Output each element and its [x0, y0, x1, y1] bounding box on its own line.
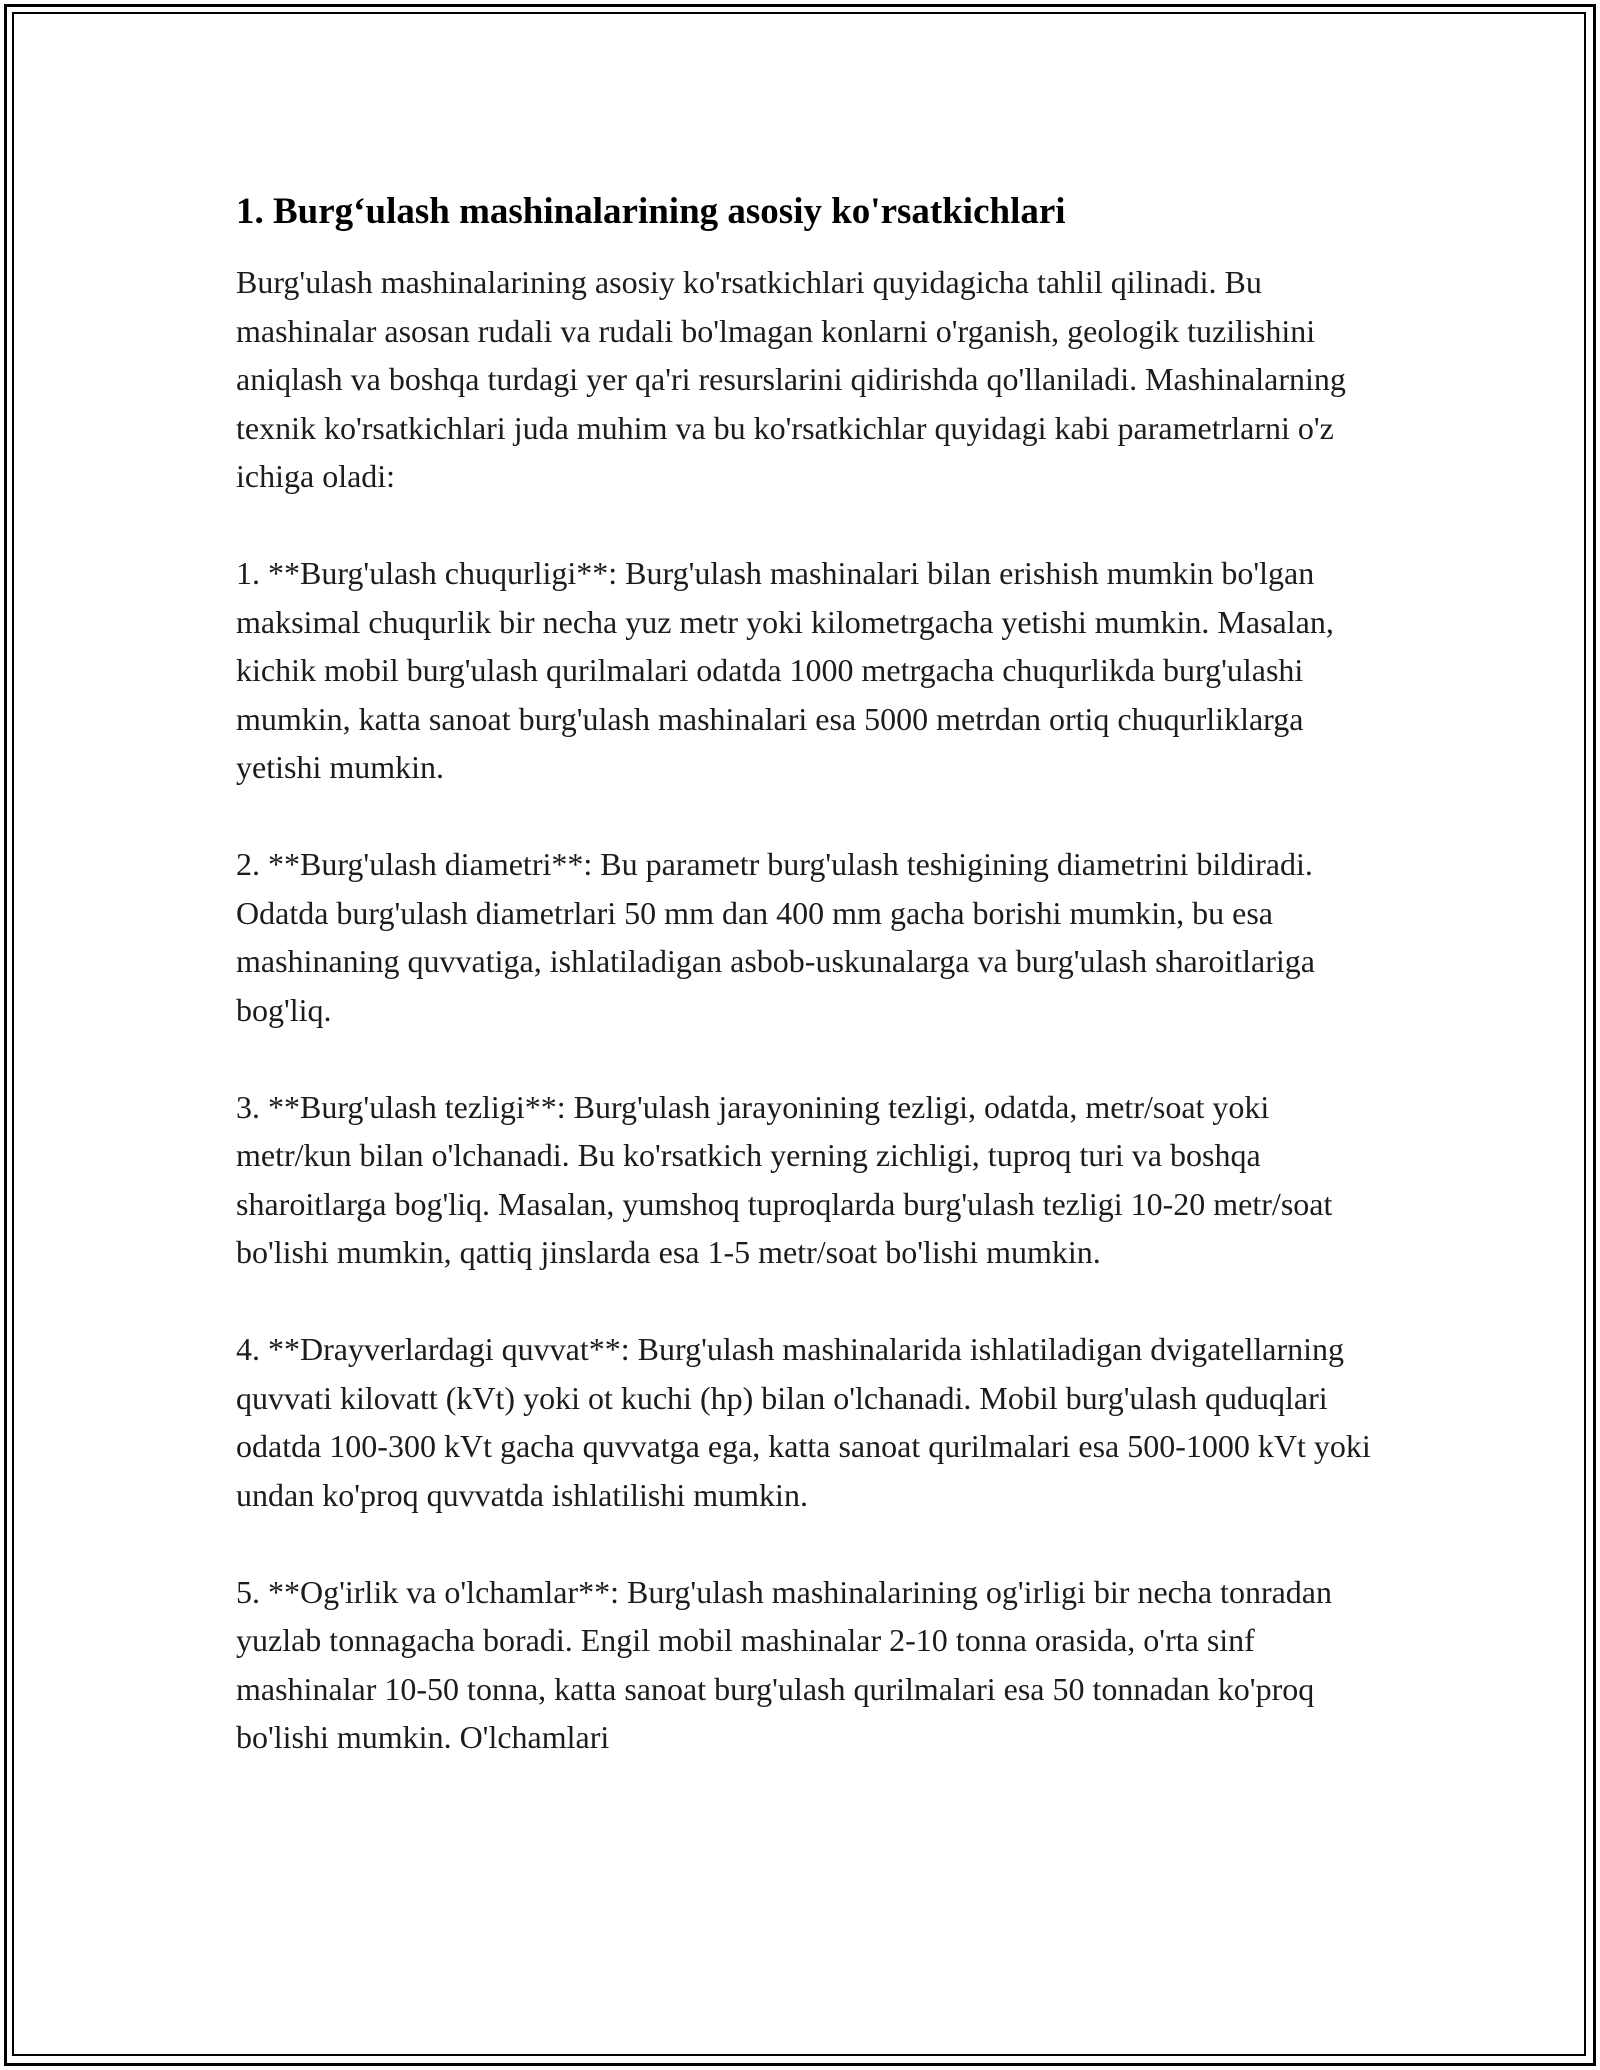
intro-paragraph: Burg'ulash mashinalarining asosiy ko'rsatkichlari quyidagicha tahlil qilinadi. Bu mashinalar asosan rudali va rudali bo'lmagan konlarni o'rganish, geologik tuzilishini aniqlash va boshqa turdagi yer qa'ri resurslarini qidirishda qo'llaniladi. Mashinalarning texnik ko'rsatkichlari juda muhim va bu ko'rsatkichlar quyidagi kabi parametrlarni o'z ichiga oladi:	[236, 264, 1346, 494]
list-item-drilling-diameter: 2. **Burg'ulash diametri**: Bu parametr burg'ulash teshigining diametrini bildiradi. Odatda burg'ulash diametrlari 50 mm dan 400 mm gacha borishi mumkin, bu esa mashinaning quvvatiga, ishlatiladigan asbob-uskunalarga va burg'ulash sharoitlariga bog'liq.	[236, 846, 1315, 1028]
list-item-drilling-speed: 3. **Burg'ulash tezligi**: Burg'ulash jarayonining tezligi, odatda, metr/soat yoki metr/kun bilan o'lchanadi. Bu ko'rsatkich yerning zichligi, tuproq turi va boshqa sharoitlarga bog'liq. Masalan, yumshoq tuproqlarda burg'ulash tezligi 10-20 metr/soat bo'lishi mumkin, qattiq jinslarda esa 1-5 metr/soat bo'lishi mumkin.	[236, 1088, 1333, 1270]
document-body	[236, 188, 1386, 1810]
section-heading: 1. Burg‘ulash mashinalarining asosiy ko'rsatkichlari	[236, 191, 1066, 232]
list-item-weight-dimensions: 5. **Og'irlik va o'lchamlar**: Burg'ulash mashinalarining og'irligi bir necha tonradan yuzlab tonnagacha boradi. Engil mobil mashinalar 2-10 tonna orasida, o'rta sinf mashinalar 10-50 tonna, katta sanoat burg'ulash qurilmalari esa 50 tonnadan ko'proq bo'lishi mumkin. O'lchamlari	[236, 1573, 1332, 1755]
list-item-driver-power: 4. **Drayverlardagi quvvat**: Burg'ulash mashinalarida ishlatiladigan dvigatellarning quvvati kilovatt (kVt) yoki ot kuchi (hp) bilan o'lchanadi. Mobil burg'ulash quduqlari odatda 100-300 kVt gacha quvvatga ega, katta sanoat qurilmalari esa 500-1000 kVt yoki undan ko'proq quvvatda ishlatilishi mumkin.	[236, 1331, 1371, 1513]
list-item-drilling-depth: 1. **Burg'ulash chuqurligi**: Burg'ulash mashinalari bilan erishish mumkin bo'lgan maksimal chuqurlik bir necha yuz metr yoki kilometrgacha yetishi mumkin. Masalan, kichik mobil burg'ulash qurilmalari odatda 1000 metrgacha chuqurlikda burg'ulashi mumkin, katta sanoat burg'ulash mashinalari esa 5000 metrdan ortiq chuqurliklarga yetishi mumkin.	[236, 555, 1334, 785]
